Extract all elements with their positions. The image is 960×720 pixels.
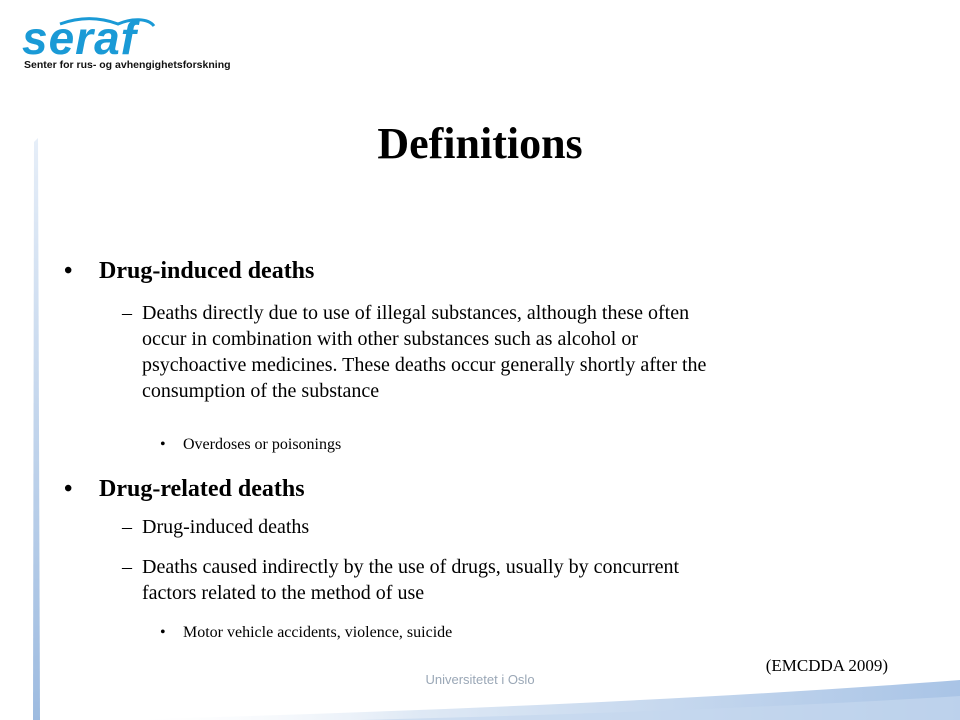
section-heading: Drug-induced deaths bbox=[99, 258, 315, 284]
dash-item-line: factors related to the method of use bbox=[142, 582, 425, 604]
sub-bullet-marker: • bbox=[160, 624, 166, 641]
dash-marker: – bbox=[122, 556, 132, 578]
bullet-marker: • bbox=[64, 258, 73, 284]
citation: (EMCDDA 2009) bbox=[765, 656, 888, 675]
dash-marker: – bbox=[122, 302, 132, 324]
dash-item-line: Deaths caused indirectly by the use of drugs, usually by concurrent bbox=[142, 556, 680, 578]
dash-marker: – bbox=[122, 516, 132, 538]
dash-item-line: psychoactive medicines. These deaths occur generally shortly after the bbox=[142, 354, 707, 376]
dash-item-line: occur in combination with other substances such as alcohol or bbox=[142, 328, 638, 350]
footer-text: Universitetet i Oslo bbox=[425, 672, 535, 687]
sub-bullet-marker: • bbox=[160, 436, 166, 453]
sub-bullet: Motor vehicle accidents, violence, suicide bbox=[183, 624, 453, 641]
dash-item-line: Drug-induced deaths bbox=[142, 516, 310, 538]
logo-tagline: Senter for rus- og avhengighetsforskning bbox=[24, 59, 231, 71]
dash-item-line: Deaths directly due to use of illegal substances, although these often bbox=[142, 302, 690, 324]
slide-title: Definitions bbox=[377, 119, 583, 168]
sub-bullet: Overdoses or poisonings bbox=[183, 436, 342, 453]
section-heading: Drug-related deaths bbox=[99, 476, 305, 502]
dash-item-line: consumption of the substance bbox=[142, 380, 380, 402]
logo-wordmark: seraf bbox=[22, 14, 137, 60]
bullet-marker: • bbox=[64, 476, 73, 502]
